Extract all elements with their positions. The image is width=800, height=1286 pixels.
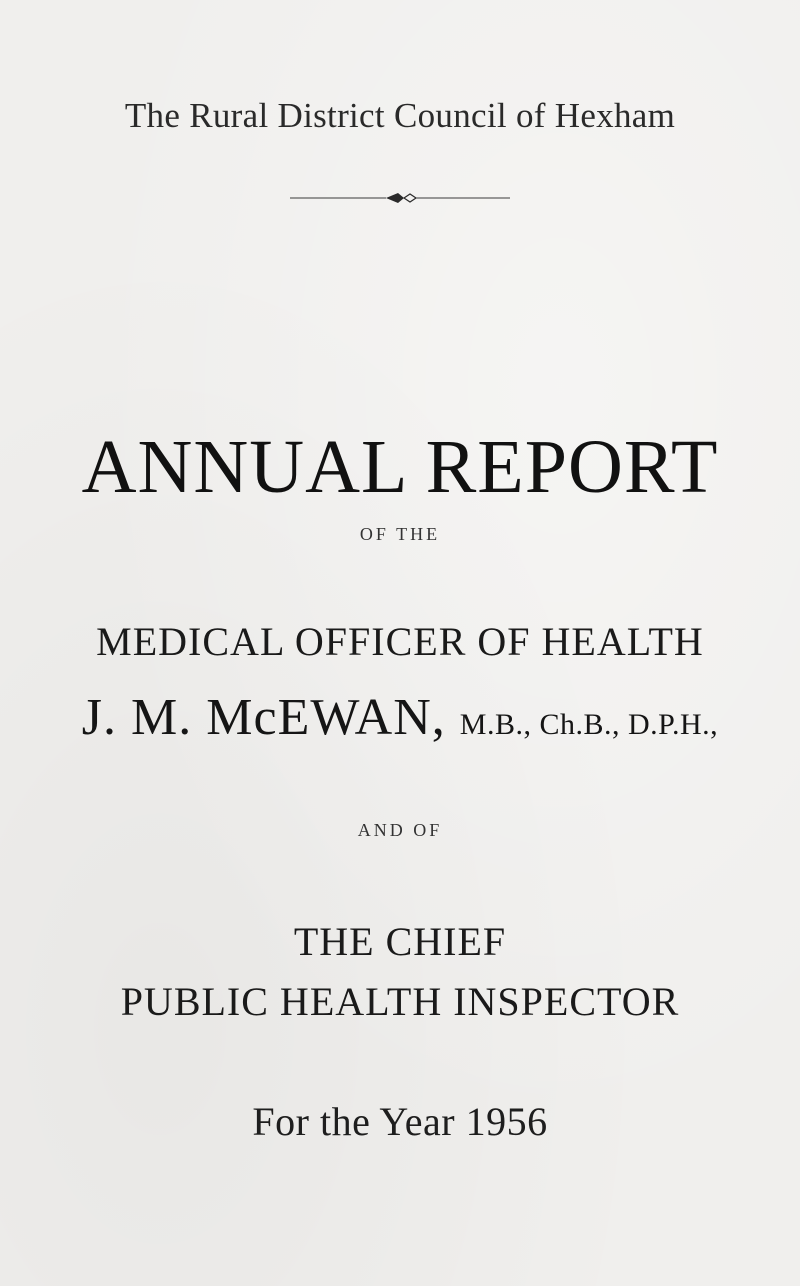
main-title: ANNUAL REPORT [81, 425, 719, 509]
diamond-rule-ornament-icon [290, 190, 510, 206]
officer-qualifications: M.B., Ch.B., D.P.H., [459, 708, 719, 741]
officer-name: J. M. McEWAN, [81, 689, 446, 746]
officer-name-row [0, 688, 800, 747]
of-the-label: OF THE [359, 524, 441, 544]
inspector-title-line2: PUBLIC HEALTH INSPECTOR [120, 979, 680, 1024]
inspector-title-line1: THE CHIEF [293, 919, 507, 964]
officer-title: MEDICAL OFFICER OF HEALTH [96, 619, 704, 664]
council-title: The Rural District Council of Hexham [124, 96, 676, 135]
report-year: For the Year 1956 [252, 1099, 548, 1144]
and-of-label: AND OF [357, 820, 443, 840]
